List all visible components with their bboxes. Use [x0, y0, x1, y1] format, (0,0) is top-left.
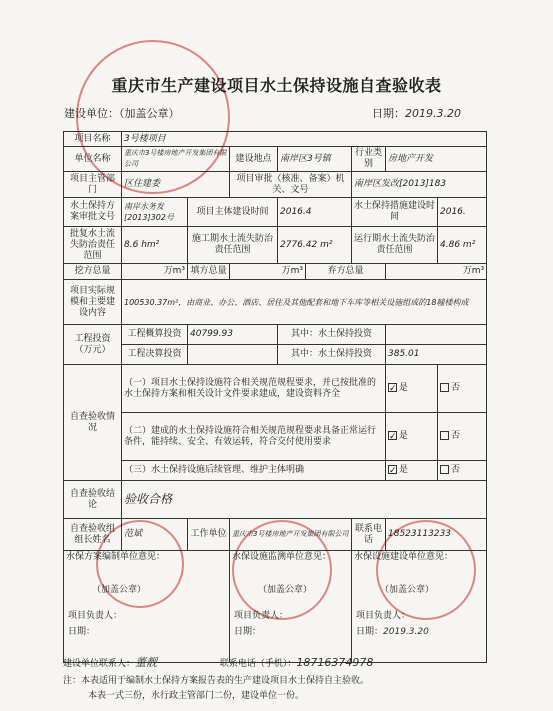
dig-unit: 万m³: [122, 264, 188, 280]
signature-person-plan: 项目负责人：: [68, 611, 123, 621]
project-name-value: 3号楼项目: [122, 132, 487, 147]
signature-person-monitor: 项目负责人：: [234, 611, 289, 621]
acceptance-yes-1: [386, 365, 438, 413]
contact-line: [63, 654, 373, 670]
note-1: 注：本表适用于编制水土保持方案报告表的生产建设项目水土保持自主验收。: [63, 676, 370, 686]
acceptance-no-1: [438, 365, 487, 413]
signature-seal-plan: （加盖公章）: [92, 585, 147, 595]
unit-name-label: 单位名称: [64, 147, 122, 172]
checkbox-yes-2[interactable]: ✓: [389, 432, 397, 442]
approved-area-label: 批复水土流失防治责任范围: [64, 227, 122, 264]
approval-value: 南岸区发改[2013]183: [352, 172, 487, 198]
leader-label: 自查验收组组长姓名: [64, 519, 122, 551]
authority-value: 区住建委: [122, 172, 230, 198]
build-time-label: 项目主体建设时间: [188, 198, 278, 227]
signature-block-builder: [352, 551, 487, 663]
contact-value: 董靓: [135, 656, 158, 669]
leader-value: 范斌: [122, 519, 188, 551]
fill-unit: 万m³: [230, 264, 306, 280]
yes-label-2: 是: [399, 431, 409, 441]
facility-time-label: 水土保持措施建设时间: [352, 198, 438, 227]
operation-area-cell: [438, 227, 487, 264]
signature-title-builder: 水保设施建设单位意见：: [354, 552, 454, 562]
build-time-value: 2016.4: [278, 198, 352, 227]
no-label-1: 否: [451, 383, 461, 393]
facility-time-value: 2016.: [438, 198, 487, 227]
plan-no-label: 水土保持方案审批文号: [64, 198, 122, 227]
operation-area-label: 运行期水土流失防治责任范围: [352, 227, 438, 264]
budget-wsb-value: [386, 325, 487, 345]
approval-label: 项目审批（核准、备案）机关、文号: [230, 172, 352, 198]
no-label-2: 否: [451, 431, 461, 441]
authority-label: 项目主管部门: [64, 172, 122, 198]
acceptance-no-3: [438, 461, 487, 481]
checkbox-yes-1[interactable]: ✓: [389, 384, 397, 394]
checkbox-no-3[interactable]: [440, 465, 449, 474]
acceptance-label: 自查验收情况: [64, 365, 122, 481]
spoil-label: 弃方总量: [306, 264, 386, 280]
scale-value: 100530.37m²，由商业、办公、酒店、居住及其他配套和地下车库等相关设施组成的18幢楼构成: [122, 280, 487, 325]
work-unit-label: 工作单位: [188, 519, 230, 551]
scale-label: 项目实际规模和主要建设内容: [64, 280, 122, 325]
fill-label: 填方总量: [188, 264, 230, 280]
final-value: [188, 345, 278, 365]
construction-area-unit: m²: [320, 239, 333, 250]
contact-phone-value: 18716374978: [296, 656, 374, 669]
no-label-3: 否: [451, 465, 461, 475]
operation-area-value: 4.86: [440, 239, 461, 250]
final-wsb-label: 其中：水土保持投资: [278, 345, 386, 365]
conclusion-label: 自查验收结论: [64, 481, 122, 519]
industry-label: 行业类别: [352, 147, 386, 172]
construction-area-label: 施工期水土流失防治责任范围: [188, 227, 278, 264]
unit-name-value: 重庆市3号楼房地产开发集团有限公司: [122, 147, 230, 172]
project-name-label: 项目名称: [64, 132, 122, 147]
acceptance-yes-2: [386, 413, 438, 461]
signature-block-plan: [64, 551, 230, 663]
phone-label: 联系电话: [352, 519, 386, 551]
acceptance-item-1: （一）项目水土保持设施符合相关规范规程要求，并已按批准的水土保持方案和相关设计文件要求建成，建设资料齐全: [122, 365, 386, 413]
note-2: 本表一式三份，水行政主管部门二份，建设单位一份。: [88, 691, 305, 701]
phone-value: 18523113233: [386, 519, 487, 551]
final-label: 工程决算投资: [122, 345, 188, 365]
checkbox-yes-3[interactable]: ✓: [389, 466, 397, 476]
construction-area-value: 2776.42: [280, 239, 318, 250]
construction-area-cell: [278, 227, 352, 264]
plan-no-value: 南岸水务发[2013]302号: [122, 198, 188, 227]
date-line: [372, 105, 461, 121]
approved-area-cell: [122, 227, 188, 264]
date-value: 2019.3.20: [405, 107, 461, 120]
dig-label: 挖方总量: [64, 264, 122, 280]
approved-area-unit: hm²: [141, 239, 160, 250]
unit-label: 建设单位：: [64, 107, 119, 120]
unit-line: [64, 105, 180, 121]
work-unit-value: 重庆市3号楼房地产开发集团有限公司: [230, 519, 352, 551]
contact-label: 建设单位联系人：: [63, 659, 136, 669]
acceptance-yes-3: [386, 461, 438, 481]
signature-date-monitor: 日期：: [234, 627, 262, 637]
signature-title-plan: 水保方案编制单位意见：: [66, 552, 166, 562]
spoil-unit: 万m³: [386, 264, 487, 280]
signature-date-plan: 日期：: [68, 627, 96, 637]
conclusion-value: 验收合格: [122, 481, 487, 519]
budget-label: 工程概算投资: [122, 325, 188, 345]
signature-seal-builder: （加盖公章）: [380, 585, 435, 595]
checkbox-no-2[interactable]: [440, 431, 449, 440]
budget-value: 40799.93: [188, 325, 278, 345]
page-title: 重庆市生产建设项目水土保持设施自查验收表: [111, 76, 442, 95]
contact-phone-label: 联系电话（手机）：: [219, 659, 297, 669]
signature-block-monitor: [230, 551, 352, 663]
signature-seal-monitor: （加盖公章）: [258, 585, 313, 595]
signature-date-value-builder: 2019.3.20: [383, 627, 429, 637]
signature-date-builder: [356, 627, 429, 638]
location-label: 建设地点: [230, 147, 278, 172]
operation-area-unit: m²: [462, 239, 476, 250]
acceptance-item-3: （三）水土保持设施后续管理、维护主体明确: [122, 461, 386, 481]
checkbox-no-1[interactable]: [440, 383, 449, 392]
industry-value: 房地产开发: [386, 147, 487, 172]
yes-label-3: 是: [399, 465, 409, 475]
yes-label-1: 是: [399, 383, 409, 393]
acceptance-item-2: （二）建成的水土保持设施符合相关规范规程要求具备正常运行条件，能持续、安全、有效运转，符合交付使用要求: [122, 413, 386, 461]
location-value: 南岸区3号镇: [278, 147, 352, 172]
final-wsb-value: 385.01: [386, 345, 487, 365]
date-label: 日期：: [372, 107, 405, 120]
budget-wsb-label: 其中：水土保持投资: [278, 325, 386, 345]
acceptance-no-2: [438, 413, 487, 461]
invest-label: 工程投资（万元）: [64, 325, 122, 365]
self-inspection-form: [63, 131, 487, 663]
approved-area-value: 8.6: [124, 239, 139, 250]
signature-date-label-builder: 日期：: [356, 627, 384, 637]
signature-person-builder: 项目负责人：: [356, 611, 411, 621]
unit-value: （加盖公章）: [119, 107, 180, 120]
signature-title-monitor: 水保设施监测单位意见：: [232, 552, 332, 562]
